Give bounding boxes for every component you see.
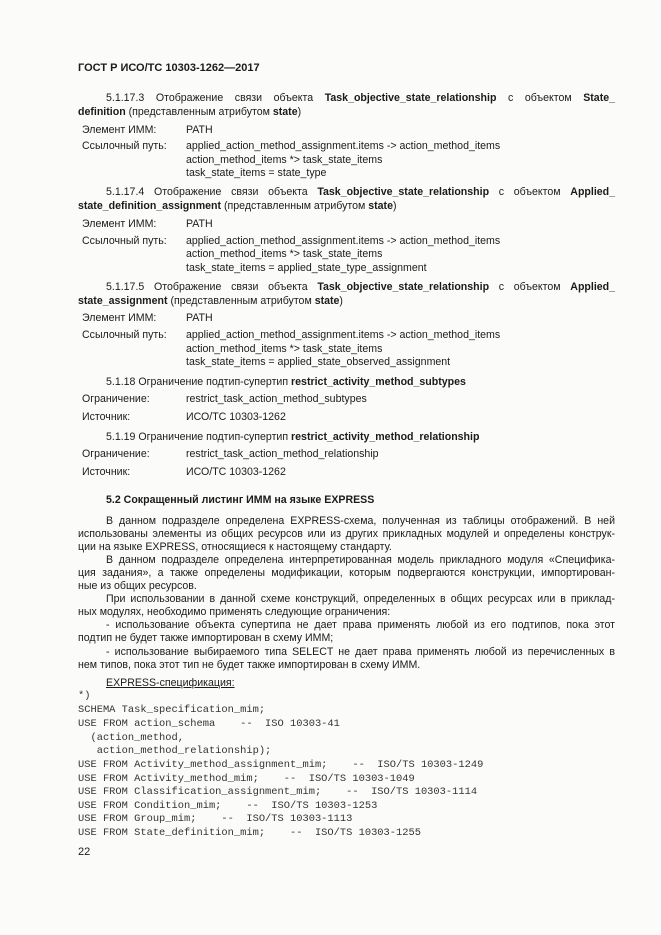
code-line: USE FROM Condition_mim; -- ISO/TS 10303-1253 <box>78 800 378 812</box>
paragraph-line: ных модулях, необходимо применять следующие ограничения: <box>78 606 391 618</box>
clause-5-1-17-5-heading: 5.1.17.5 Отображение связи объекта Task_objective_state_relationship с объектом Applied_ <box>106 281 616 293</box>
constraint-value: restrict_task_action_method_subtypes <box>186 393 367 405</box>
clause-5-1-17-4-heading-cont: state_definition_assignment (представленным атрибутом state) <box>78 200 397 212</box>
reference-path-line: task_state_items = applied_state_type_assignment <box>186 262 427 274</box>
bullet-line: - использование выбираемого типа SELECT не дает права применять любой из перечисленных в <box>106 646 615 658</box>
clause-5-1-18-heading: 5.1.18 Ограничение подтип-супертип restrict_activity_method_subtypes <box>106 376 466 388</box>
reference-path-label: Ссылочный путь: <box>82 235 167 247</box>
code-line: USE FROM action_schema -- ISO 10303-41 <box>78 718 340 730</box>
bullet-line: - использование объекта супертипа не дает права применять любой из его подтипов, пока этот <box>106 619 615 631</box>
code-line: (action_method, <box>78 732 185 744</box>
reference-path-line: applied_action_method_assignment.items -> action_method_items <box>186 329 501 341</box>
code-line: *) <box>78 690 91 702</box>
reference-path-label: Ссылочный путь: <box>82 329 167 341</box>
constraint-label: Ограничение: <box>82 448 150 460</box>
mim-element-value: PATH <box>186 218 213 230</box>
code-line: USE FROM Group_mim; -- ISO/TS 10303-1113 <box>78 813 353 825</box>
code-line: action_method_relationship); <box>78 745 272 757</box>
bullet-line: нем типов, пока этот тип не будет также импортирован в схему ИММ. <box>78 659 421 671</box>
express-spec-label: EXPRESS-спецификация: <box>106 677 235 689</box>
paragraph-line: использованы элементы из общих ресурсов или из других прикладных модулей и определены конструк- <box>78 528 615 540</box>
constraint-label: Ограничение: <box>82 393 150 405</box>
source-value: ИСО/ТС 10303-1262 <box>186 466 286 478</box>
reference-path-label: Ссылочный путь: <box>82 140 167 152</box>
reference-path-line: action_method_items *> task_state_items <box>186 248 383 260</box>
reference-path-line: applied_action_method_assignment.items -> action_method_items <box>186 235 501 247</box>
reference-path-line: applied_action_method_assignment.items -> action_method_items <box>186 140 501 152</box>
code-line: USE FROM Activity_method_mim; -- ISO/TS 10303-1049 <box>78 773 415 785</box>
reference-path-line: action_method_items *> task_state_items <box>186 343 383 355</box>
paragraph-line: ные из общих ресурсов. <box>78 580 197 592</box>
paragraph-line: ции на языке EXPRESS, относящиеся к настоящему стандарту. <box>78 541 392 553</box>
source-label: Источник: <box>82 411 131 423</box>
paragraph-line: При использовании в данной схеме конструкций, определенных в общих ресурсах или в приклад- <box>106 593 615 605</box>
clause-5-1-17-3-heading-cont: definition (представленным атрибутом state) <box>78 106 302 118</box>
clause-5-1-19-heading: 5.1.19 Ограничение подтип-супертип restrict_activity_method_relationship <box>106 431 480 443</box>
section-5-2-heading: 5.2 Сокращенный листинг ИММ на языке EXPRESS <box>106 494 375 506</box>
paragraph-line: В данном подразделе определена интерпретированная модель прикладного модуля «Специфика- <box>106 554 615 566</box>
mim-element-value: PATH <box>186 124 213 136</box>
mim-element-label: Элемент ИММ: <box>82 218 157 230</box>
mim-element-label: Элемент ИММ: <box>82 312 157 324</box>
page-number: 22 <box>78 846 91 858</box>
code-line: USE FROM State_definition_mim; -- ISO/TS 10303-1255 <box>78 827 421 839</box>
source-label: Источник: <box>82 466 131 478</box>
mim-element-value: PATH <box>186 312 213 324</box>
reference-path-line: action_method_items *> task_state_items <box>186 154 383 166</box>
paragraph-line: ция задания», а также определены модификации, которым подвергаются конструкции, импортирован- <box>78 567 615 579</box>
code-line: USE FROM Activity_method_assignment_mim; -- ISO/TS 10303-1249 <box>78 759 484 771</box>
clause-5-1-17-5-heading-cont: state_assignment (представленным атрибутом state) <box>78 295 343 307</box>
code-line: USE FROM Classification_assignment_mim; -- ISO/TS 10303-1114 <box>78 786 478 798</box>
code-line: SCHEMA Task_specification_mim; <box>78 704 266 716</box>
clause-5-1-17-4-heading: 5.1.17.4 Отображение связи объекта Task_objective_state_relationship с объектом Applied_ <box>106 186 616 198</box>
document-header: ГОСТ Р ИСО/ТС 10303-1262—2017 <box>78 62 260 74</box>
clause-5-1-17-3-heading: 5.1.17.3 Отображение связи объекта Task_objective_state_relationship с объектом State_ <box>106 92 615 104</box>
mim-element-label: Элемент ИММ: <box>82 124 157 136</box>
paragraph-line: В данном подразделе определена EXPRESS-схема, полученная из таблицы отображений. В ней <box>106 515 615 527</box>
reference-path-line: task_state_items = applied_state_observed_assignment <box>186 356 451 368</box>
bullet-line: подтип не будет также импортирован в схему ИММ; <box>78 632 334 644</box>
constraint-value: restrict_task_action_method_relationship <box>186 448 379 460</box>
source-value: ИСО/ТС 10303-1262 <box>186 411 286 423</box>
reference-path-line: task_state_items = state_type <box>186 167 327 179</box>
